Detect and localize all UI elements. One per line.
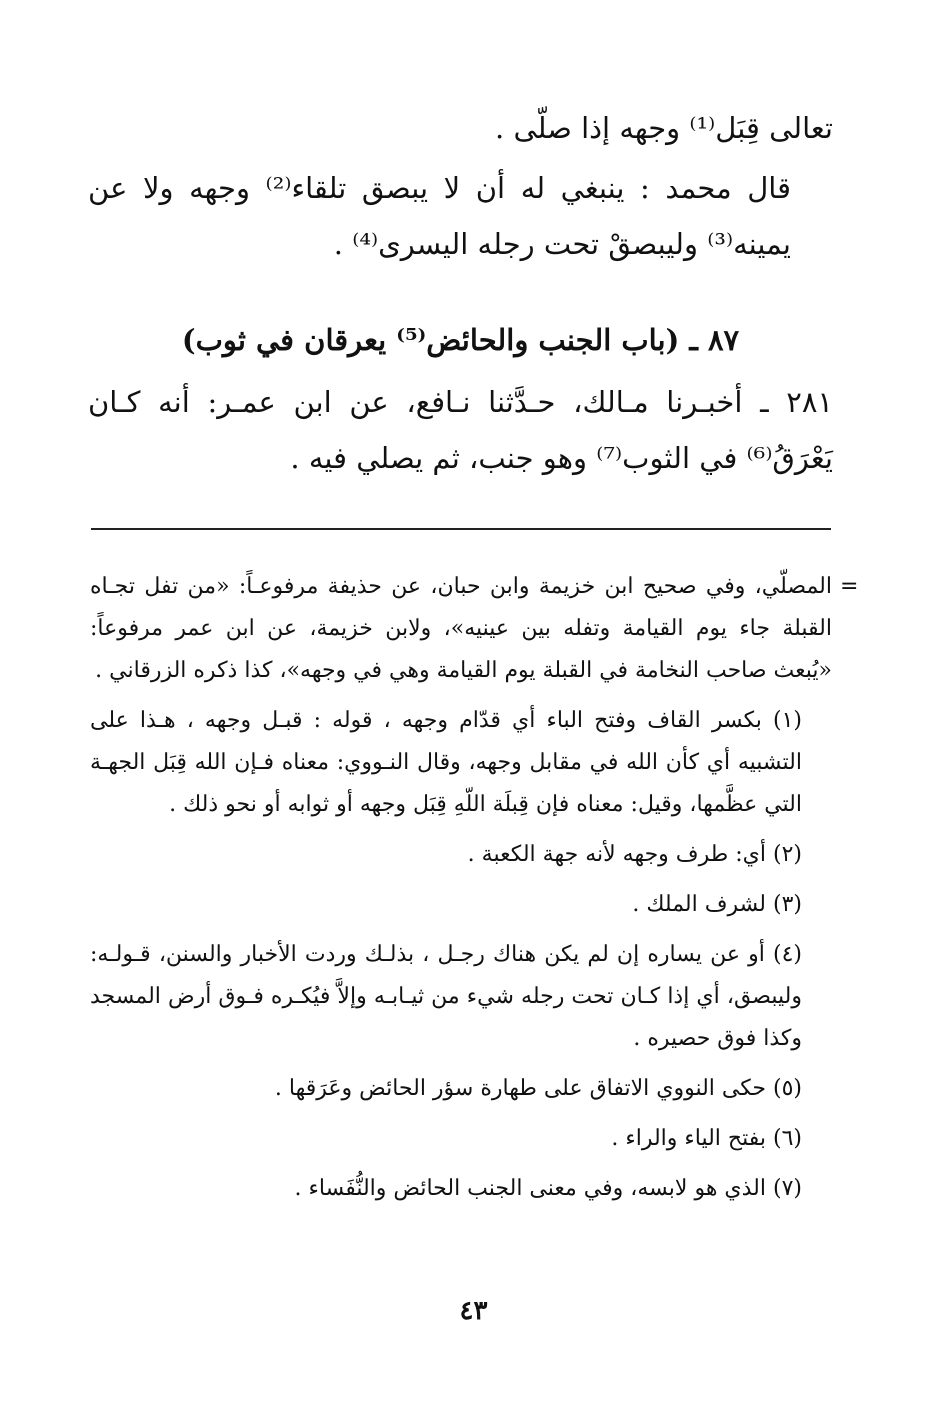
footnote-2: (٢) أي: طرف وجهه لأنه جهة الكعبة .	[467, 842, 802, 867]
chapter-title: ٨٧ ـ (باب الجنب والحائض⁽⁵⁾ يعرقان في ثوب)	[181, 323, 740, 357]
continuation-mark: =	[840, 574, 859, 599]
footnote-3: (٣) لشرف الملك .	[632, 892, 802, 917]
hadith-paragraph: ٢٨١ ـ أخبـرنا مـالك، حـدَّثنا نـافع، عن ابن عمـر: أنه كـان يَعْرَقُ⁽⁶⁾ في الثوب⁽⁷⁾ وهو جنب، ثم يصلي فيه .	[88, 385, 833, 475]
footnote-separator	[91, 528, 831, 530]
footnote-continuation: المصلّي، وفي صحيح ابن خزيمة وابن حبان، عن حذيفة مرفوعـاً: «من تفل تجـاه القبلة جاء يوم القيامة وتفله بين عينيه»، ولابن خزيمة، عن ابن عمر مرفوعاً: «يُبعث صاحب النخامة في القبلة يوم القيامة وهي في وجهه»، كذا ذكره الزرقاني .	[90, 574, 832, 683]
footnote-6: (٦) بفتح الياء والراء .	[611, 1126, 802, 1151]
page-number: ٤٣	[459, 1296, 488, 1326]
footnote-4: (٤) أو عن يساره إن لم يكن هناك رجـل ، بذلـك وردت الأخبار والسنن، قـولـه: وليبصق، أي إذا كـان تحت رجله شيء من ثيـابـه وإلاَّ فيُكـره فـوق أرض المسجد وكذا فوق حصيره .	[90, 942, 802, 1051]
footnotes	[90, 566, 832, 1218]
footnote-1: (١) بكسر القاف وفتح الباء أي قدّام وجهه ، قوله : قبـل وجهه ، هـذا على التشبيه أي كأن الله في مقابل وجهه، وقال النـووي: معناه فـإن الله قِبَل الجهـة التي عظَّمها، وقيل: معناه فإن قِبلَة اللّهِ قِبَل وجهه أو ثوابه أو نحو ذلك .	[90, 708, 802, 817]
main-text-top	[88, 100, 833, 272]
footnote-5: (٥) حكى النووي الاتفاق على طهارة سؤر الحائض وعَرَقها .	[274, 1076, 802, 1101]
main-line-1: تعالى قِبَل⁽¹⁾ وجهه إذا صلّى .	[495, 111, 833, 145]
main-text-hadith	[88, 374, 833, 486]
footnote-7: (٧) الذي هو لابسه، وفي معنى الجنب الحائض والنُّفَساء .	[294, 1176, 802, 1201]
main-paragraph-2: قال محمد : ينبغي له أن لا يبصق تلقاء⁽²⁾ وجهه ولا عن يمينه⁽³⁾ وليبصقْ تحت رجله اليسرى⁽⁴⁾ .	[88, 171, 791, 261]
